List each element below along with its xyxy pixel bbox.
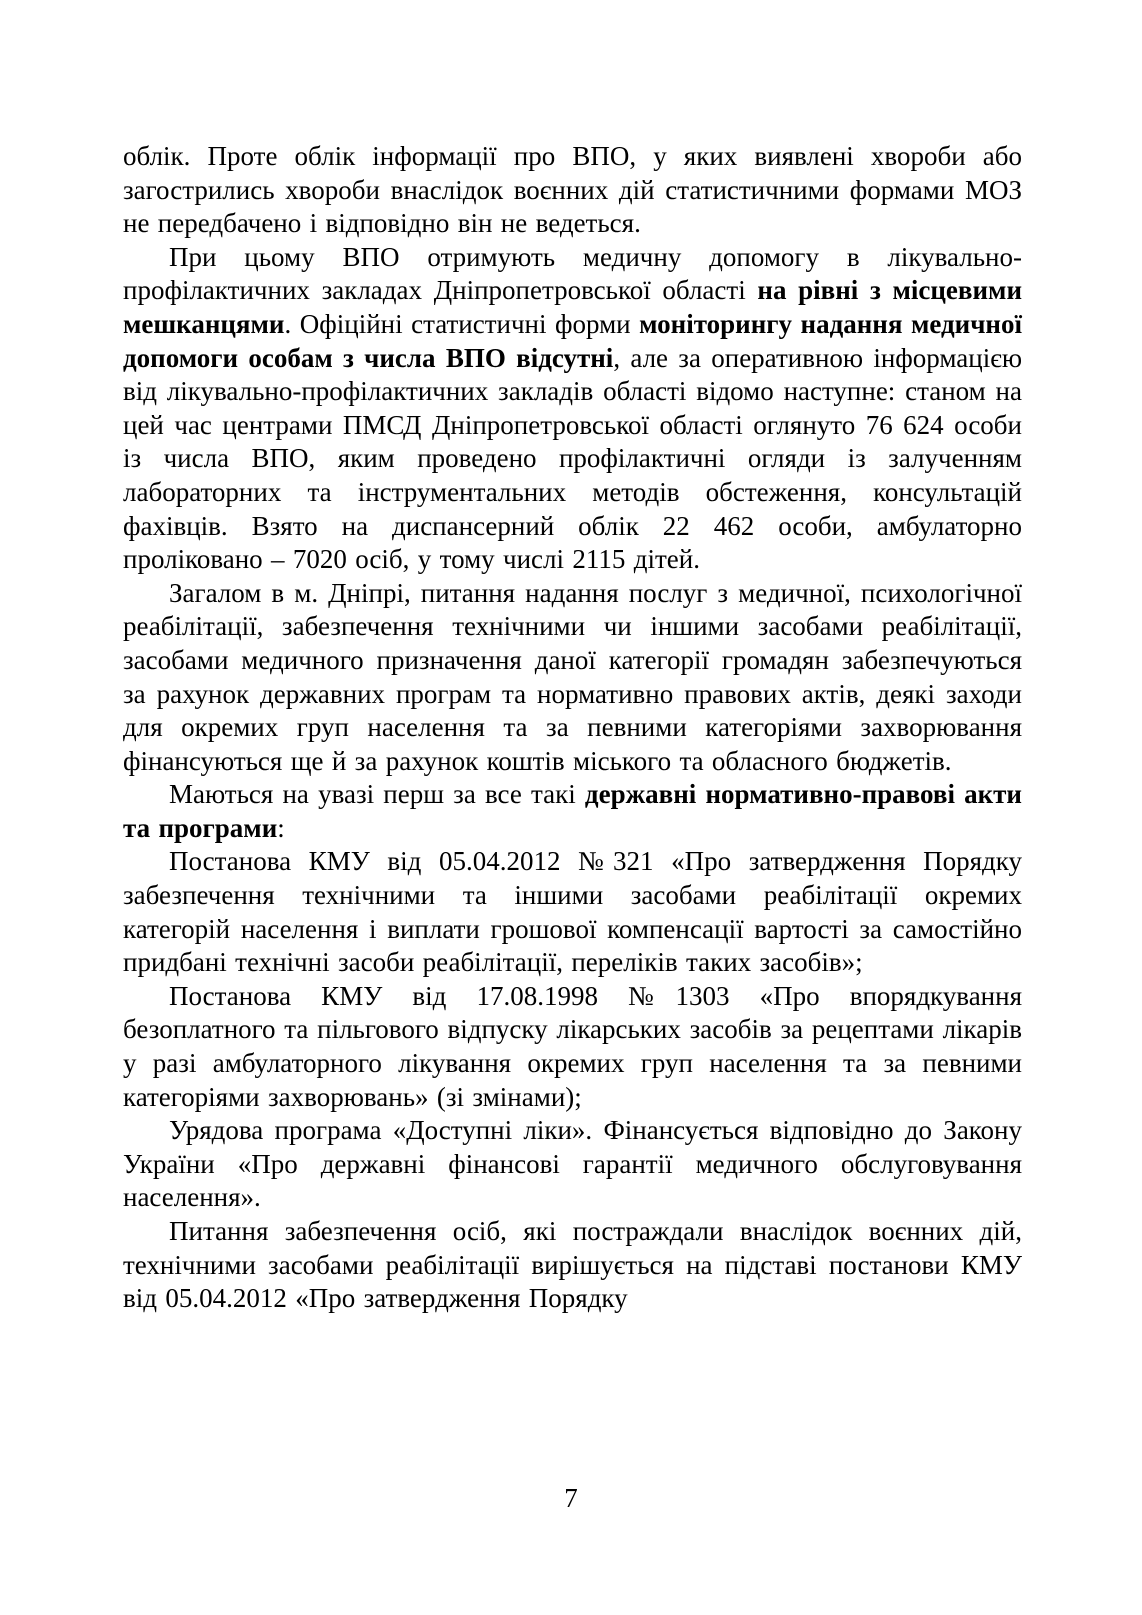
bold-text-run: моніторингу надання медичної допомоги особам з числа ВПО відсутні <box>123 308 1022 373</box>
paragraph <box>123 980 1022 1114</box>
text-run: Постанова КМУ від 17.08.1998 №1303 «Про впорядкування безоплатного та пільгового відпуску лікарських засобів за рецептами лікарів у разі амбулаторного лікування окремих груп населення та за певними категоріями захворювань» (зі змінами); <box>123 980 1022 1112</box>
text-run: : <box>277 812 285 843</box>
text-run: , але за оперативною інформацією від лікувально-профілактичних закладів області відомо наступне: станом на цей час центрами ПМСД Дніпропетровської області оглянуто 76 624 особи із числа ВПО, яким проведено профілактичні огляди із залученням лабораторних та інструментальних методів обстеження, консультацій фахівців. Взято на диспансерний облік 22 462 особи, амбулаторно проліковано – 7020 осіб, у тому числі 2115 дітей. <box>123 342 1022 575</box>
text-run: Урядова програма «Доступні ліки». Фінансується відповідно до Закону України «Про державні фінансові гарантії медичного обслуговування населення». <box>123 1115 1022 1213</box>
page-content <box>123 140 1022 1316</box>
paragraph <box>123 577 1022 779</box>
paragraph <box>123 778 1022 845</box>
paragraph <box>123 1215 1022 1316</box>
text-run: Загалом в м. Дніпрі, питання надання послуг з медичної, психологічної реабілітації, забезпечення технічними чи іншими засобами реабілітації, засобами медичного призначення даної категорії громадян забезпечуються за рахунок державних програм та нормативно правових актів, деякі заходи для окремих груп населення та за певними категоріями захворювання фінансуються ще й за рахунок коштів міського та обласного бюджетів. <box>123 577 1022 776</box>
paragraph <box>123 845 1022 979</box>
text-run: . Офіційні статистичні форми <box>284 308 640 339</box>
paragraph <box>123 1114 1022 1215</box>
paragraph <box>123 140 1022 241</box>
text-run: Постанова КМУ від 05.04.2012 №321 «Про затвердження Порядку забезпечення технічними та іншими засобами реабілітації окремих категорій населення і виплати грошової компенсації вартості за самостійно придбані технічні засоби реабілітації, переліків таких засобів»; <box>123 846 1022 978</box>
text-run: При цьому ВПО отримують медичну допомогу в лікувально-профілактичних закладах Дніпропетровської області <box>123 241 1022 306</box>
text-run: Маються на увазі перш за все такі <box>169 779 585 810</box>
text-run: облік. Проте облік інформації про ВПО, у яких виявлені хвороби або загострились хвороби внаслідок воєнних дій статистичними формами МОЗ не передбачено і відповідно він не ведеться. <box>123 141 1022 239</box>
page-number: 7 <box>564 1483 578 1513</box>
paragraph <box>123 241 1022 577</box>
bold-text-run: державні нормативно-правові акти та програми <box>123 779 1022 843</box>
bold-text-run: на рівні з місцевими мешканцями <box>123 275 1022 339</box>
text-run: Питання забезпечення осіб, які постраждали внаслідок воєнних дій, технічними засобами реабілітації вирішується на підставі постанови КМУ від 05.04.2012 «Про затвердження Порядку <box>123 1216 1022 1314</box>
